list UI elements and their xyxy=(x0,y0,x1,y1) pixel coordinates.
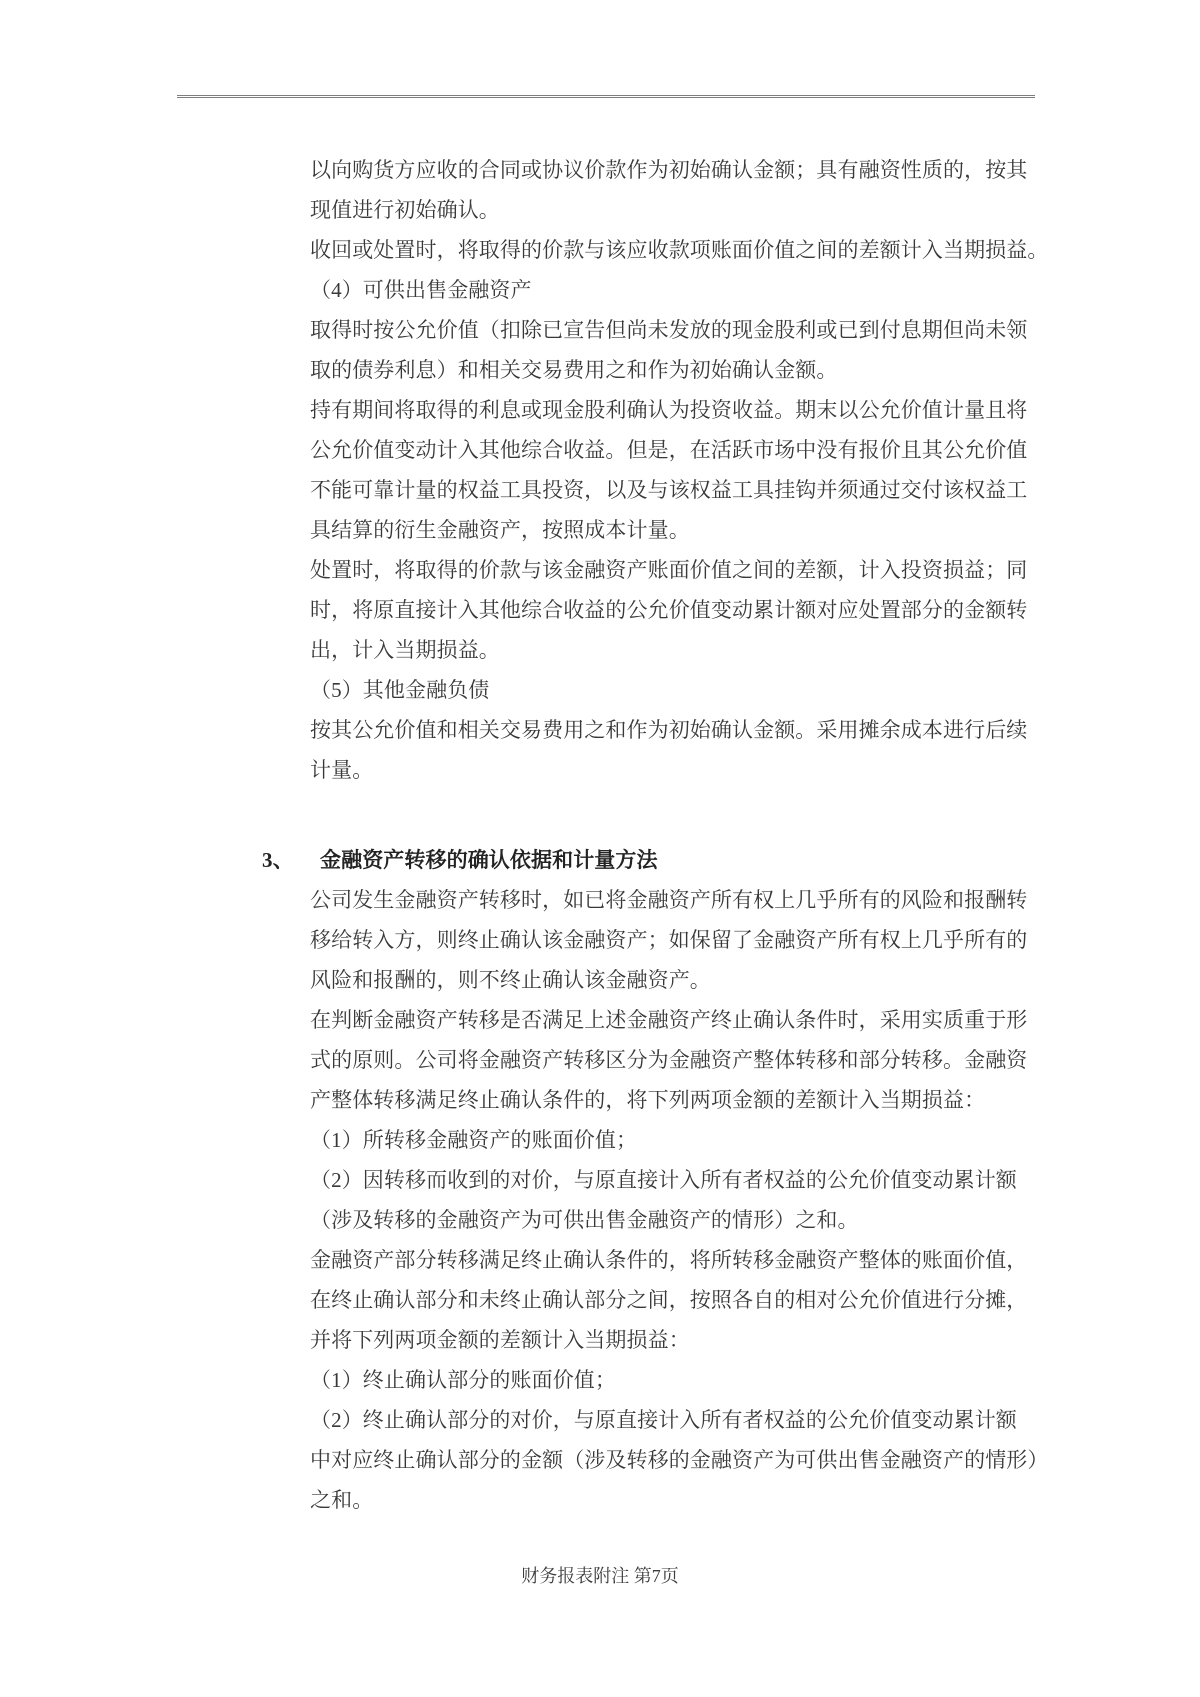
section-heading xyxy=(262,840,1034,880)
paragraph xyxy=(310,880,1034,1000)
paragraph xyxy=(310,1360,1034,1400)
paragraph xyxy=(310,1240,1034,1360)
text-line: 处置时，将取得的价款与该金融资产账面价值之间的差额，计入投资损益；同 xyxy=(310,558,1028,582)
header-rule xyxy=(177,95,1035,98)
text-line: （1）所转移金融资产的账面价值； xyxy=(310,1128,638,1152)
text-line: 在判断金融资产转移是否满足上述金融资产终止确认条件时，采用实质重于形 xyxy=(310,1008,1028,1032)
text-line: （4）可供出售金融资产 xyxy=(310,278,532,302)
text-line: 按其公允价值和相关交易费用之和作为初始确认金额。采用摊余成本进行后续 xyxy=(310,718,1028,742)
text-line: 在终止确认部分和未终止确认部分之间，按照各自的相对公允价值进行分摊， xyxy=(310,1288,1028,1312)
paragraph xyxy=(310,1400,1049,1520)
text-line: 并将下列两项金额的差额计入当期损益： xyxy=(310,1328,690,1352)
text-line: 公司发生金融资产转移时，如已将金融资产所有权上几乎所有的风险和报酬转 xyxy=(310,888,1028,912)
text-line: 持有期间将取得的利息或现金股利确认为投资收益。期末以公允价值计量且将 xyxy=(310,398,1028,422)
page-footer: 财务报表附注 第7页 xyxy=(521,1566,679,1586)
text-line: 金融资产部分转移满足终止确认条件的，将所转移金融资产整体的账面价值， xyxy=(310,1248,1028,1272)
text-line: 式的原则。公司将金融资产转移区分为金融资产整体转移和部分转移。金融资 xyxy=(310,1048,1028,1072)
text-line: （2）因转移而收到的对价，与原直接计入所有者权益的公允价值变动累计额 xyxy=(310,1168,1017,1192)
paragraph xyxy=(310,270,1034,310)
paragraph xyxy=(310,1160,1034,1240)
paragraph xyxy=(310,230,1049,270)
paragraph xyxy=(310,310,1034,390)
paragraph xyxy=(310,710,1034,790)
text-line: （2）终止确认部分的对价，与原直接计入所有者权益的公允价值变动累计额 xyxy=(310,1408,1017,1432)
text-line: 现值进行初始确认。 xyxy=(310,198,500,222)
text-line: 之和。 xyxy=(310,1488,374,1512)
text-line: 具结算的衍生金融资产，按照成本计量。 xyxy=(310,518,690,542)
section-number: 3、 xyxy=(262,848,294,872)
text-line: 风险和报酬的，则不终止确认该金融资产。 xyxy=(310,968,711,992)
text-line: （5）其他金融负债 xyxy=(310,678,490,702)
text-line: 取的债券利息）和相关交易费用之和作为初始确认金额。 xyxy=(310,358,838,382)
section-title: 金融资产转移的确认依据和计量方法 xyxy=(320,848,658,872)
text-line: 时，将原直接计入其他综合收益的公允价值变动累计额对应处置部分的金额转 xyxy=(310,598,1028,622)
text-line: （涉及转移的金融资产为可供出售金融资产的情形）之和。 xyxy=(310,1208,859,1232)
document-content xyxy=(262,150,1049,1520)
text-line: 产整体转移满足终止确认条件的，将下列两项金额的差额计入当期损益： xyxy=(310,1088,986,1112)
text-line: 不能可靠计量的权益工具投资，以及与该权益工具挂钩并须通过交付该权益工 xyxy=(310,478,1028,502)
section-gap xyxy=(310,790,1034,840)
text-line: 取得时按公允价值（扣除已宣告但尚未发放的现金股利或已到付息期但尚未领 xyxy=(310,318,1028,342)
text-line: （1）终止确认部分的账面价值； xyxy=(310,1368,616,1392)
text-line: 以向购货方应收的合同或协议价款作为初始确认金额；具有融资性质的，按其 xyxy=(310,158,1028,182)
paragraph xyxy=(310,670,1034,710)
paragraph xyxy=(310,1120,1034,1160)
text-line: 出，计入当期损益。 xyxy=(310,638,500,662)
paragraph xyxy=(310,150,1034,230)
text-line: 移给转入方，则终止确认该金融资产；如保留了金融资产所有权上几乎所有的 xyxy=(310,928,1028,952)
paragraph xyxy=(310,550,1034,670)
paragraph xyxy=(310,1000,1034,1120)
text-line: 计量。 xyxy=(310,758,374,782)
text-line: 收回或处置时，将取得的价款与该应收款项账面价值之间的差额计入当期损益。 xyxy=(310,238,1049,262)
paragraph xyxy=(310,390,1034,550)
text-line: 公允价值变动计入其他综合收益。但是，在活跃市场中没有报价且其公允价值 xyxy=(310,438,1028,462)
text-line: 中对应终止确认部分的金额（涉及转移的金融资产为可供出售金融资产的情形） xyxy=(310,1448,1049,1472)
